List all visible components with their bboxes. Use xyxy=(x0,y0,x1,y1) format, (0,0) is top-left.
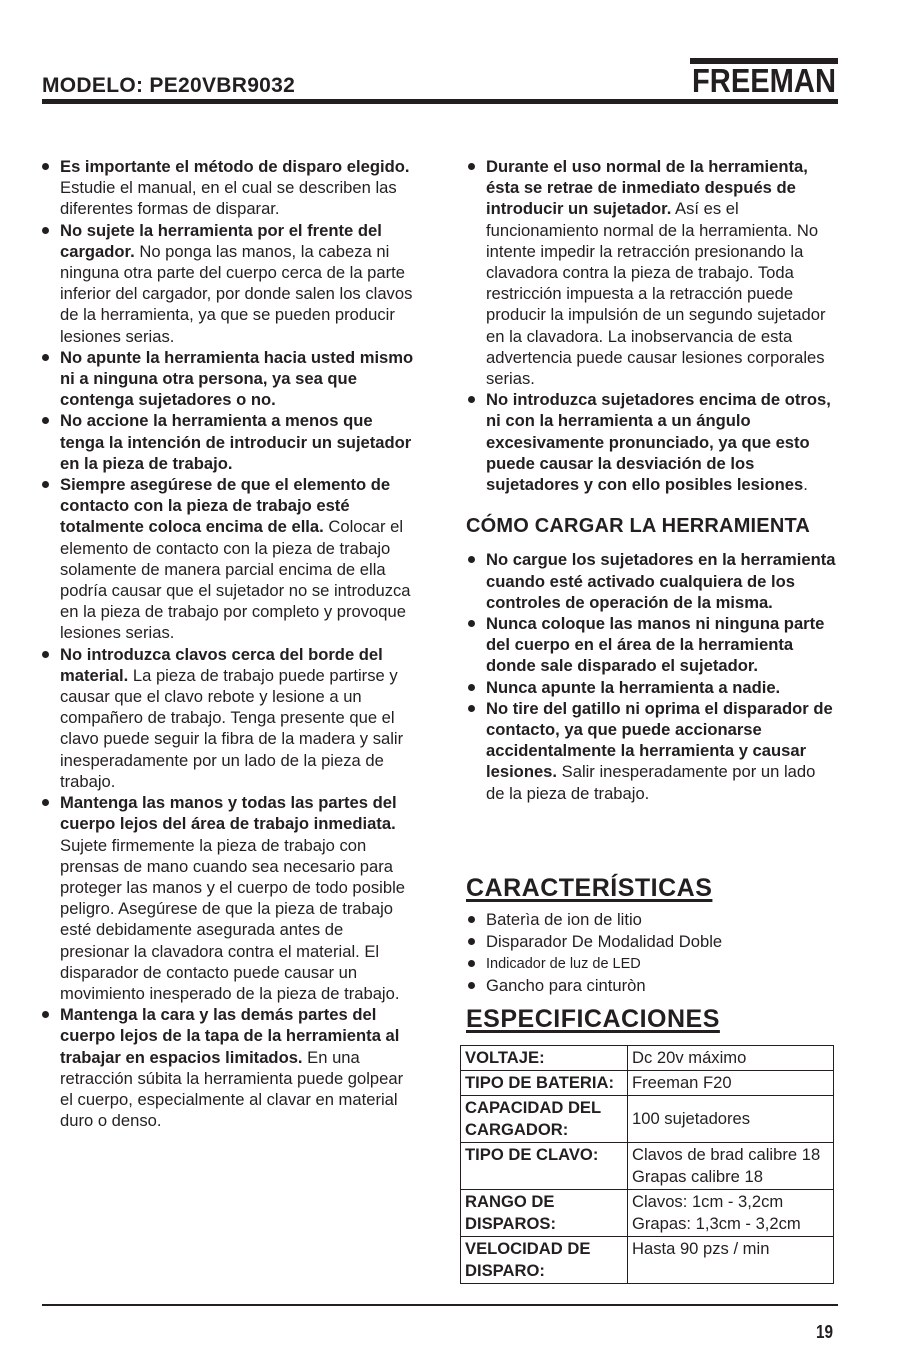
spec-value xyxy=(628,1046,834,1071)
spec-value-line: 100 sujetadores xyxy=(632,1109,751,1128)
bullet-text: No ponga las manos, la cabeza ni ninguna otra parte del cuerpo cerca de la parte inferior del cargador, por donde salen los clavos de la herramienta, ya que se pueden producir lesiones serias. xyxy=(60,241,413,346)
bullet-bold-text: Durante el uso normal de la herramienta, ésta se retrae de inmediato después de introducir un sujetador. xyxy=(486,157,808,219)
specs-table xyxy=(460,1045,834,1284)
bullet-text: Estudie el manual, en el cual se describen las diferentes formas de disparar. xyxy=(60,178,397,219)
spec-value xyxy=(628,1237,834,1284)
bullet-bold-text: No sujete la herramienta por el frente del cargador. xyxy=(60,220,382,261)
bullet-bold-text: Nunca apunte la herramienta a nadie. xyxy=(486,677,781,697)
spec-label: VOLTAJE: xyxy=(461,1046,628,1071)
bullet-text: En una retracción súbita la herramienta puede golpear el cuerpo, especialmente al clavar en material duro o denso. xyxy=(60,1047,404,1131)
safety-column-right xyxy=(466,156,838,804)
safety-list-right xyxy=(466,156,838,495)
bullet-item xyxy=(40,156,416,220)
spec-label: RANGO DE DISPAROS: xyxy=(461,1190,628,1237)
spec-value-line: Clavos de brad calibre 18 xyxy=(632,1145,821,1164)
bullet-bold-text: Mantenga la cara y las demás partes del cuerpo lejos de la tapa de la herramienta al trabajar en espacios limitados. xyxy=(60,1005,400,1067)
features-list xyxy=(466,909,838,997)
bullet-item xyxy=(466,698,838,804)
loading-list xyxy=(466,549,838,803)
bullet-item xyxy=(466,613,838,677)
bullet-text: La pieza de trabajo puede partirse y causar que el clavo rebote y lesione a un compañero de trabajo. Tenga presente que el clavo puede seguir la fibra de la madera y salir inesperadamente por un lado de la pieza de trabajo. xyxy=(60,665,404,791)
spec-row xyxy=(461,1046,834,1071)
model-heading: MODELO: PE20VBR9032 xyxy=(42,74,296,97)
page-number: 19 xyxy=(816,1322,834,1342)
bullet-item xyxy=(466,677,838,698)
bullet-text: Sujete firmemente la pieza de trabajo con prensas de mano cuando sea necesario para proteger las manos y el cuerpo de todo posible peligro. Asegúrese de que la pieza de trabajo esté debidamente asegurada antes de presionar la clavadora contra el material. El disparador de contacto puede causar un movimiento inesperado de la pieza de trabajo. xyxy=(60,835,405,1003)
feature-item: Gancho para cinturòn xyxy=(466,975,838,997)
bullet-item xyxy=(466,549,838,613)
safety-column-left xyxy=(40,156,416,1131)
bullet-item xyxy=(40,1004,416,1131)
spec-value-line: Dc 20v máximo xyxy=(632,1048,747,1067)
bullet-bold-text: Es importante el método de disparo elegido. xyxy=(60,157,410,176)
spec-label: TIPO DE BATERIA: xyxy=(461,1071,628,1096)
bullet-text: Colocar el elemento de contacto con la pieza de trabajo solamente de manera parcial encima de ella podría causar que el sujetador no se introduzca en la pieza de trabajo por completo y provoque lesiones serias. xyxy=(60,517,411,643)
spec-label: VELOCIDAD DE DISPARO: xyxy=(461,1237,628,1284)
bullet-item xyxy=(40,644,416,792)
specs-title: ESPECIFICACIONES xyxy=(466,1005,720,1033)
bullet-bold-text: No introduzca clavos cerca del borde del material. xyxy=(60,644,383,685)
bullet-text: . xyxy=(803,475,808,495)
freeman-logo xyxy=(690,58,838,99)
bullet-item xyxy=(466,389,838,495)
bullet-bold-text: No apunte la herramienta hacia usted mismo ni a ninguna otra persona, ya sea que contenga sujetadores o no. xyxy=(60,347,414,410)
spec-row xyxy=(461,1071,834,1096)
spec-row xyxy=(461,1096,834,1143)
feature-item: Indicador de luz de LED xyxy=(466,953,838,975)
bullet-bold-text: Mantenga las manos y todas las partes del cuerpo lejos del área de trabajo inmediata. xyxy=(60,793,397,834)
spec-label: TIPO DE CLAVO: xyxy=(461,1143,628,1190)
spec-value xyxy=(628,1143,834,1190)
spec-value xyxy=(628,1096,834,1143)
bullet-bold-text: Nunca coloque las manos ni ninguna parte del cuerpo en el área de la herramienta donde sale disparado el sujetador. xyxy=(486,614,825,676)
bullet-item xyxy=(40,474,416,644)
features-title: CARACTERÍSTICAS xyxy=(466,874,713,902)
bullet-item xyxy=(40,410,416,474)
bullet-item xyxy=(40,220,416,347)
svg-text:FREEMAN: FREEMAN xyxy=(692,62,836,99)
spec-label: CAPACIDAD DEL CARGADOR: xyxy=(461,1096,628,1143)
loading-title: CÓMO CARGAR LA HERRAMIENTA xyxy=(466,515,811,538)
spec-row xyxy=(461,1237,834,1284)
footer-rule xyxy=(42,1304,838,1306)
spec-row xyxy=(461,1143,834,1190)
feature-item: Baterìa de ion de litio xyxy=(466,909,838,931)
safety-list-left xyxy=(40,156,416,1131)
spec-value-line: Grapas: 1,3cm - 3,2cm xyxy=(632,1214,801,1233)
bullet-bold-text: Siempre asegúrese de que el elemento de contacto con la pieza de trabajo esté totalmente coloca encima de ella. xyxy=(60,475,391,537)
spec-value-line: Hasta 90 pzs / min xyxy=(632,1239,770,1258)
spec-value xyxy=(628,1071,834,1096)
spec-value-line: Freeman F20 xyxy=(632,1073,732,1092)
bullet-text: Salir inesperadamente por un lado de la pieza de trabajo. xyxy=(486,762,816,803)
spec-value-line: Clavos: 1cm - 3,2cm xyxy=(632,1192,784,1211)
bullet-item xyxy=(40,347,416,411)
header-rule xyxy=(42,99,838,104)
bullet-item xyxy=(40,792,416,1004)
bullet-bold-text: No accione la herramienta a menos que tenga la intención de introducir un sujetador en la pieza de trabajo. xyxy=(60,411,412,473)
bullet-bold-text: No introduzca sujetadores encima de otros, ni con la herramienta a un ángulo excesivamente pronunciado, ya que esto puede causar la desviación de los sujetadores y con ello posibles lesiones xyxy=(486,390,831,495)
spec-value-line: Grapas calibre 18 xyxy=(632,1167,763,1186)
feature-item: Disparador De Modalidad Doble xyxy=(466,931,838,953)
spec-row xyxy=(461,1190,834,1237)
bullet-text: Así es el funcionamiento normal de la herramienta. No intente impedir la retracción presionando la clavadora contra la pieza de trabajo. Toda restricción impuesta a la retracción puede producir la impulsión de un segundo sujetador en la clavadora. La inobservancia de esta advertencia puede causar lesiones corporales serias. xyxy=(486,199,826,389)
bullet-bold-text: No cargue los sujetadores en la herramienta cuando esté activado cualquiera de los controles de operación de la misma. xyxy=(486,550,836,612)
bullet-item xyxy=(466,156,838,389)
bullet-bold-text: No tire del gatillo ni oprima el disparador de contacto, ya que puede accionarse accidentalmente la herramienta y causar lesiones. xyxy=(486,698,833,782)
spec-value xyxy=(628,1190,834,1237)
